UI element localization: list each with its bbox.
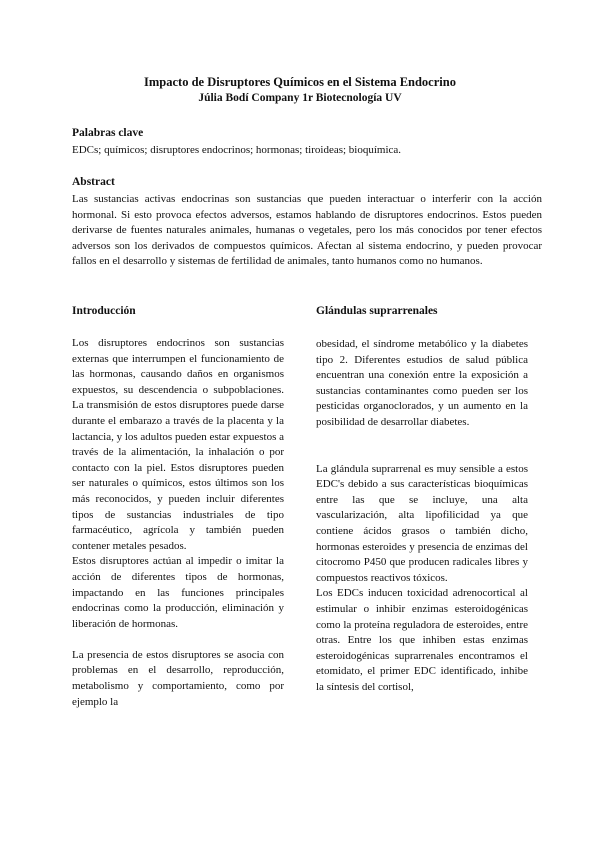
abstract-heading: Abstract [72, 176, 115, 188]
introduction-heading: Introducción [72, 305, 136, 317]
paragraph: La presencia de estos disruptores se asocia con problemas en el desarrollo, reproducción, metabolismo y comportamiento, como por ejemplo la [72, 648, 284, 708]
abstract-text: Las sustancias activas endocrinas son sustancias que pueden interactuar o interferir con la acción hormonal. Si esto provoca efectos adversos, estamos hablando de disruptores endocrinos. Estos pueden derivarse de fuentes naturales animales, humanas o vegetales, pero los más conocidos por tener efectos adversos son los derivados de compuestos químicos. Afectan al sistema endocrino, y pueden provocar fallos en el desarrollo y sistemas de fertilidad de animales, tanto humanos como no humanos. [72, 193, 542, 268]
adrenal-glands-heading: Glándulas suprarrenales [316, 305, 438, 317]
right-column [316, 337, 528, 695]
left-column [72, 336, 284, 710]
paragraph: Estos disruptores actúan al impedir o imitar la acción de diferentes tipos de hormonas, impactando en las funciones principales endocrinas como la producción, eliminación y liberación de hormonas. [72, 555, 284, 630]
paragraph: obesidad, el síndrome metabólico y la diabetes tipo 2. Diferentes estudios de salud pública encuentran una conexión entre la exposición a sustancias contaminantes como pueden ser los pesticidas organoclorados, y un aumento en la posibilidad de desarrollar diabetes. [316, 338, 528, 428]
keywords-text: EDCs; químicos; disruptores endocrinos; hormonas; tiroideas; bioquímica. [72, 144, 402, 156]
paragraph: Los disruptores endocrinos son sustancias externas que interrumpen el funcionamiento de las hormonas, causando daños en organismos expuestos, su descendencia o subpoblaciones. La transmisión de estos disruptores puede darse durante el embarazo a través de la placenta y la lactancia, y los adultos pueden estar expuestos a través de la alimentación, la inhalación o por contacto con la piel. Estos disruptores pueden ser naturales o químicos, estos últimos son los más reconocidos, y pueden incluir diferentes tipos de sustancias industriales de tipo farmacéutico, agrícola y también pueden contener metales pesados. [72, 337, 284, 552]
paragraph: La glándula suprarrenal es muy sensible a estos EDC's debido a sus características bioquímicas entre las que se incluye, una alta vascularización, alta lipofilicidad ya que contiene ácidos grasos o también dicho, hormonas esteroides y presencia de enzimas del citocromo P450 que producen radicales libres y compuestos reactivos tóxicos. [316, 462, 528, 584]
paragraph: Los EDCs inducen toxicidad adrenocortical al estimular o inhibir enzimas esteroidogénicas como la proteína reguladora de esteroides, entre otras. Entre los que inhiben estas enzimas esteroidogénicas suprarrenales encontramos el etomidato, el primer EDC identificado, inhibe la síntesis del cortisol, [316, 587, 528, 693]
keywords-heading: Palabras clave [72, 127, 144, 139]
author-line: Júlia Bodí Company 1r Biotecnología UV [198, 92, 402, 104]
paper-title: Impacto de Disruptores Químicos en el Sistema Endocrino [144, 75, 456, 89]
